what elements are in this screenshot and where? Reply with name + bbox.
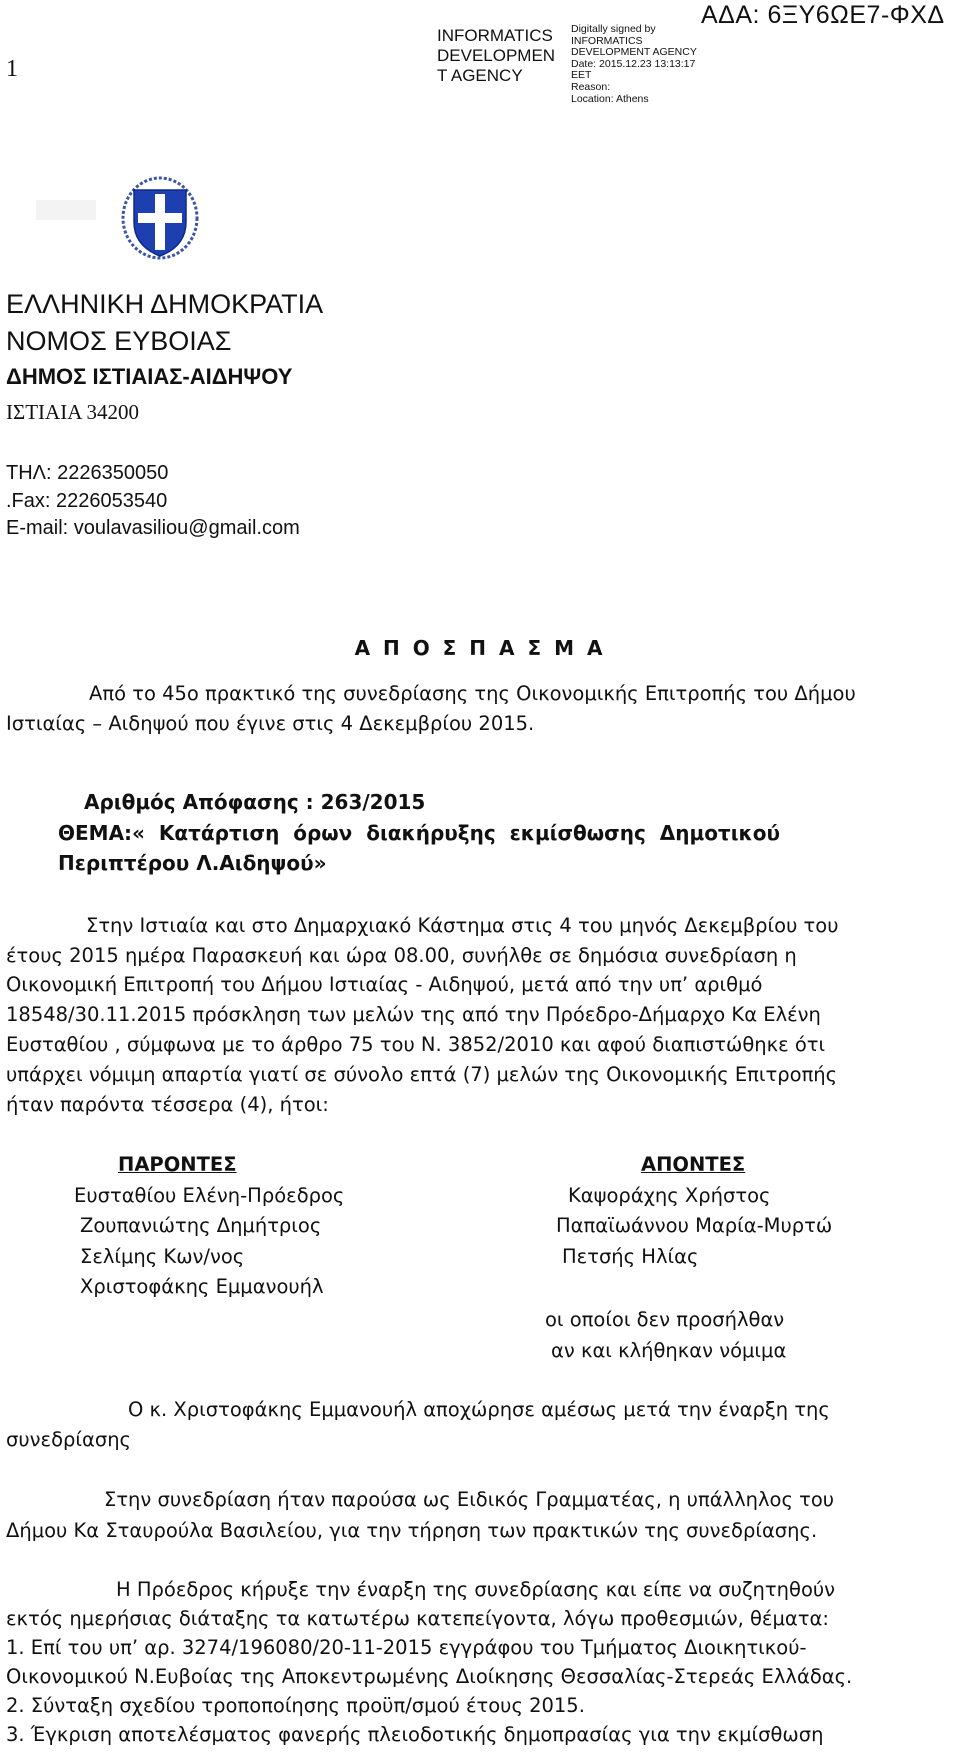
agenda-item: Οικονομικού Ν.Ευβοίας της Αποκεντρωμένης Διοίκησης Θεσσαλίας-Στερεάς Ελλάδας. <box>6 1665 853 1688</box>
digital-signature-details <box>571 24 711 105</box>
absent-member: Πετσής Ηλίας <box>562 1244 699 1268</box>
signature-line: Reason: <box>571 80 611 93</box>
signer-name: INFORMATICS DEVELOPMEN T AGENCY <box>437 26 556 85</box>
issuer-email: E-mail: voulavasiliou@gmail.com <box>6 517 300 539</box>
signature-line: Digitally signed by <box>571 23 656 35</box>
ada-code: ΑΔΑ: 6ΞΥ6ΩΕ7-ΦΧΔ <box>701 1 945 29</box>
signature-line: Date: 2015.12.23 13:13:17 <box>571 57 696 70</box>
subject-line: ΘΕΜΑ:« Κατάρτιση όρων διακήρυξης εκμίσθωσης Δημοτικού <box>58 821 780 845</box>
subject-line: Περιπτέρου Λ.Αιδηψού» <box>58 851 327 875</box>
document-title: Α Π Ο Σ Π Α Σ Μ Α <box>354 636 606 660</box>
agenda-line: Η Πρόεδρος κήρυξε την έναρξη της συνεδρίασης και είπε να συζητηθούν <box>116 1578 836 1601</box>
secretary-line: Δήμου Κα Σταυρούλα Βασιλείου, για την τήρηση των πρακτικών της συνεδρίασης. <box>6 1519 818 1542</box>
agenda-line: εκτός ημερήσιας διάταξης τα κατωτέρω κατεπείγοντα, λόγω προθεσμιών, θέματα: <box>6 1607 829 1630</box>
body-line: έτους 2015 ημέρα Παρασκευή και ώρα 08.00, συνήλθε σε δημόσια συνεδρίαση η <box>6 944 797 967</box>
agenda-item: 1. Επί του υπ’ αρ. 3274/196080/20-11-2015 εγγράφου του Τμήματος Διοικητικού- <box>6 1636 807 1659</box>
present-column <box>74 1150 344 1303</box>
agenda-item: 3. Έγκριση αποτελέσματος φανερής πλειοδοτικής δημοπρασίας για την εκμίσθωση <box>6 1723 824 1746</box>
absent-note-line: αν και κλήθηκαν νόμιμα <box>551 1338 787 1362</box>
body-line: Στην Ιστιαία και στο Δημαρχιακό Κάστημα στις 4 του μηνός Δεκεμβρίου του <box>86 914 839 937</box>
absent-header: ΑΠΟΝΤΕΣ <box>641 1153 746 1176</box>
signature-line: INFORMATICS <box>571 34 643 47</box>
body-line: 18548/30.11.2015 πρόσκληση των μελών της από την Πρόεδρο-Δήμαρχο Κα Ελένη <box>6 1003 821 1026</box>
departure-line: Ο κ. Χριστοφάκης Εμμανουήλ αποχώρησε αμέσως μετά την έναρξη της <box>128 1398 830 1421</box>
present-member: Σελίμης Κων/νος <box>80 1244 245 1268</box>
present-member: Ευσταθίου Ελένη-Πρόεδρος <box>74 1183 345 1207</box>
faded-mark <box>36 190 96 230</box>
departure-line: συνεδρίασης <box>6 1428 131 1451</box>
present-header: ΠΑΡΟΝΤΕΣ <box>118 1153 237 1176</box>
present-member: Ζουπανιώτης Δημήτριος <box>80 1214 322 1237</box>
signature-line: DEVELOPMENT AGENCY <box>571 46 697 59</box>
absent-note <box>545 1305 786 1366</box>
absent-member: Παπαϊωάννου Μαρία-Μυρτώ <box>556 1214 833 1237</box>
signature-line: EET <box>571 69 592 82</box>
intro-line: Από το 45ο πρακτικό της συνεδρίασης της Οικονομικής Επιτροπής του Δήμου <box>89 682 856 705</box>
body-line: υπάρχει νόμιμη απαρτία γιατί σε σύνολο επτά (7) μελών της Οικονομικής Επιτροπής <box>6 1063 838 1086</box>
signature-line: Location: Athens <box>571 92 649 105</box>
issuer-fax: .Fax: 2226053540 <box>6 490 168 512</box>
issuer-address: ΙΣΤΙΑΙΑ 34200 <box>6 400 139 424</box>
intro-line: Ιστιαίας – Αιδηψού που έγινε στις 4 Δεκεμβρίου 2015. <box>6 712 535 735</box>
secretary-line: Στην συνεδρίαση ήταν παρούσα ως Ειδικός Γραμματέας, η υπάλληλος του <box>104 1488 835 1511</box>
absent-member: Καψοράχης Χρήστος <box>568 1183 771 1207</box>
absent-column <box>556 1150 832 1272</box>
issuer-phone: ΤΗΛ: 2226350050 <box>6 462 169 484</box>
agenda-item: 2. Σύνταξη σχεδίου τροποποίησης προϋπ/σμού έτους 2015. <box>6 1694 585 1717</box>
absent-note-line: οι οποίοι δεν προσήλθαν <box>545 1308 785 1331</box>
page-number: 1 <box>6 56 18 82</box>
body-line: ήταν παρόντα τέσσερα (4), ήτοι: <box>6 1093 329 1116</box>
body-line: Οικονομική Επιτροπή του Δήμου Ιστιαίας - Αιδηψού, μετά από την υπ’ αριθμό <box>6 973 763 996</box>
issuer-country: ΕΛΛΗΝΙΚΗ ΔΗΜΟΚΡΑΤΙΑ <box>6 289 324 319</box>
body-line: Ευσταθίου , σύμφωνα με το άρθρο 75 του Ν. 3852/2010 και αφού διαπιστώθηκε ότι <box>6 1033 826 1056</box>
present-member: Χριστοφάκης Εμμανουήλ <box>80 1275 324 1298</box>
issuer-municipality: ΔΗΜΟΣ ΙΣΤΙΑΙΑΣ-ΑΙΔΗΨΟΥ <box>6 364 293 389</box>
issuer-prefecture: ΝΟΜΟΣ ΕΥΒΟΙΑΣ <box>6 326 232 356</box>
greek-coat-of-arms-emblem <box>120 176 200 261</box>
decision-number: Αριθμός Απόφασης : 263/2015 <box>84 790 426 814</box>
